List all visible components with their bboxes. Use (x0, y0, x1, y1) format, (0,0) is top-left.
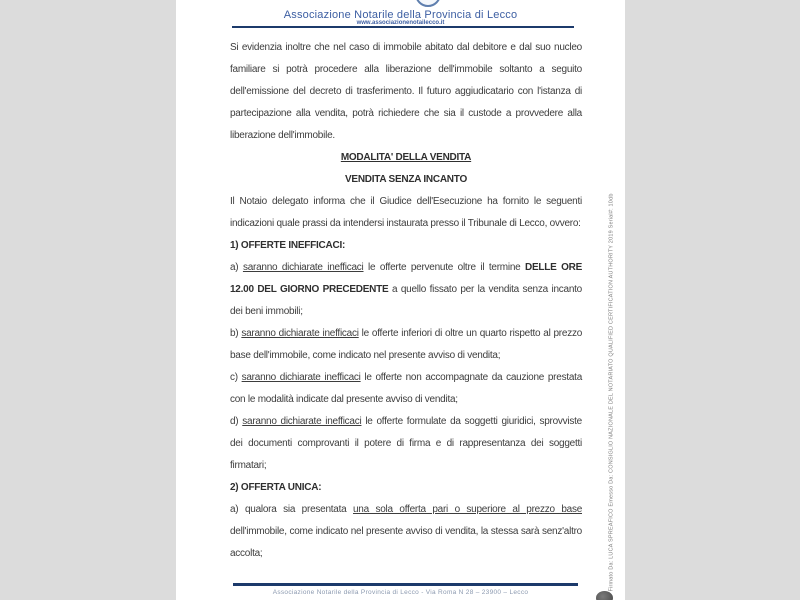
heading-main-text: MODALITA' DELLA VENDITA (340, 152, 472, 163)
section1-title: 1) OFFERTE INEFFICACI: (230, 240, 346, 251)
notary-seal-fragment-icon (596, 591, 613, 600)
section1-item-b (230, 323, 582, 367)
footer-divider (233, 583, 578, 586)
item-a-suffix: a quello fissato per la vendita senza incanto dei beni immobili; (230, 284, 582, 317)
digital-signature-stamp: Firmato Da: LUCA SPREAFICO Emesso Da: CONSIGLIO NAZIONALE DEL NOTARIATO QUALIFIED CERTIFICATION AUTHORITY 2019 Serial#: 10db (608, 193, 615, 592)
document-page (176, 0, 625, 600)
item-b-underlined: saranno dichiarate inefficaci (241, 328, 359, 339)
section2-item-a (230, 499, 582, 565)
section2-title: 2) OFFERTA UNICA: (230, 482, 322, 493)
item-a-underlined: saranno dichiarate inefficaci (242, 262, 364, 273)
section2-item-a-suffix: dell'immobile, come indicato nel presente avviso di vendita, la stessa sarà senz'altro accolta; (230, 526, 582, 559)
section2-item-a-underlined: una sola offerta pari o superiore al prezzo base (353, 504, 582, 515)
item-d-suffix: le offerte formulate da soggetti giuridici, sprovviste dei documenti comprovanti il potere di firma e di rappresentanza dei soggetti firmatari; (230, 416, 582, 471)
intro-paragraph: Si evidenzia inoltre che nel caso di immobile abitato dal debitore e dal suo nucleo familiare si potrà procedere alla liberazione dell'immobile soltanto a seguito dell'emissione del decreto di trasferimento. Il futuro aggiudicatario con l'istanza di partecipazione alla vendita, potrà richiedere che sia il custode a provvedere alla liberazione dell'immobile. (230, 42, 582, 141)
item-c-underlined: saranno dichiarate inefficaci (241, 372, 361, 383)
item-d-underlined: saranno dichiarate inefficaci (242, 416, 362, 427)
item-b-prefix: b) (230, 328, 242, 339)
item-a-mid: le offerte pervenute oltre il termine (363, 262, 526, 273)
document-body (230, 37, 582, 565)
footer-address: Associazione Notarile della Provincia di Lecco - Via Roma N 28 – 23900 – Lecco (272, 589, 529, 596)
header-divider (232, 26, 574, 28)
item-d-prefix: d) (230, 416, 243, 427)
section1-item-a (230, 257, 582, 323)
item-b-suffix: le offerte inferiori di oltre un quarto rispetto al prezzo base dell'immobile, come indicato nel presente avviso di vendita; (230, 328, 583, 361)
notary-paragraph: Il Notaio delegato informa che il Giudice dell'Esecuzione ha fornito le seguenti indicazioni quale prassi da intendersi instaurata presso il Tribunale di Lecco, ovvero: (230, 196, 582, 229)
item-a-prefix: a) (230, 262, 243, 273)
section2-item-a-prefix: a) qualora sia presentata (230, 504, 353, 515)
section1-item-d (230, 411, 582, 477)
header-organization-name: Associazione Notarile della Provincia di Lecco (283, 9, 518, 21)
item-c-suffix: le offerte non accompagnate da cauzione prestata con le modalità indicate dal presente avviso di vendita; (230, 372, 583, 405)
association-seal-logo-icon (415, 0, 441, 7)
section1-item-c (230, 367, 582, 411)
item-a-bold-deadline: DELLE ORE 12.00 DEL GIORNO PRECEDENTE (230, 262, 583, 295)
heading-modalita-della-vendita (230, 147, 582, 169)
item-c-prefix: c) (230, 372, 242, 383)
heading-vendita-senza-incanto: VENDITA SENZA INCANTO (345, 174, 467, 185)
header-website: www.associazionenotailecco.it (356, 20, 445, 26)
